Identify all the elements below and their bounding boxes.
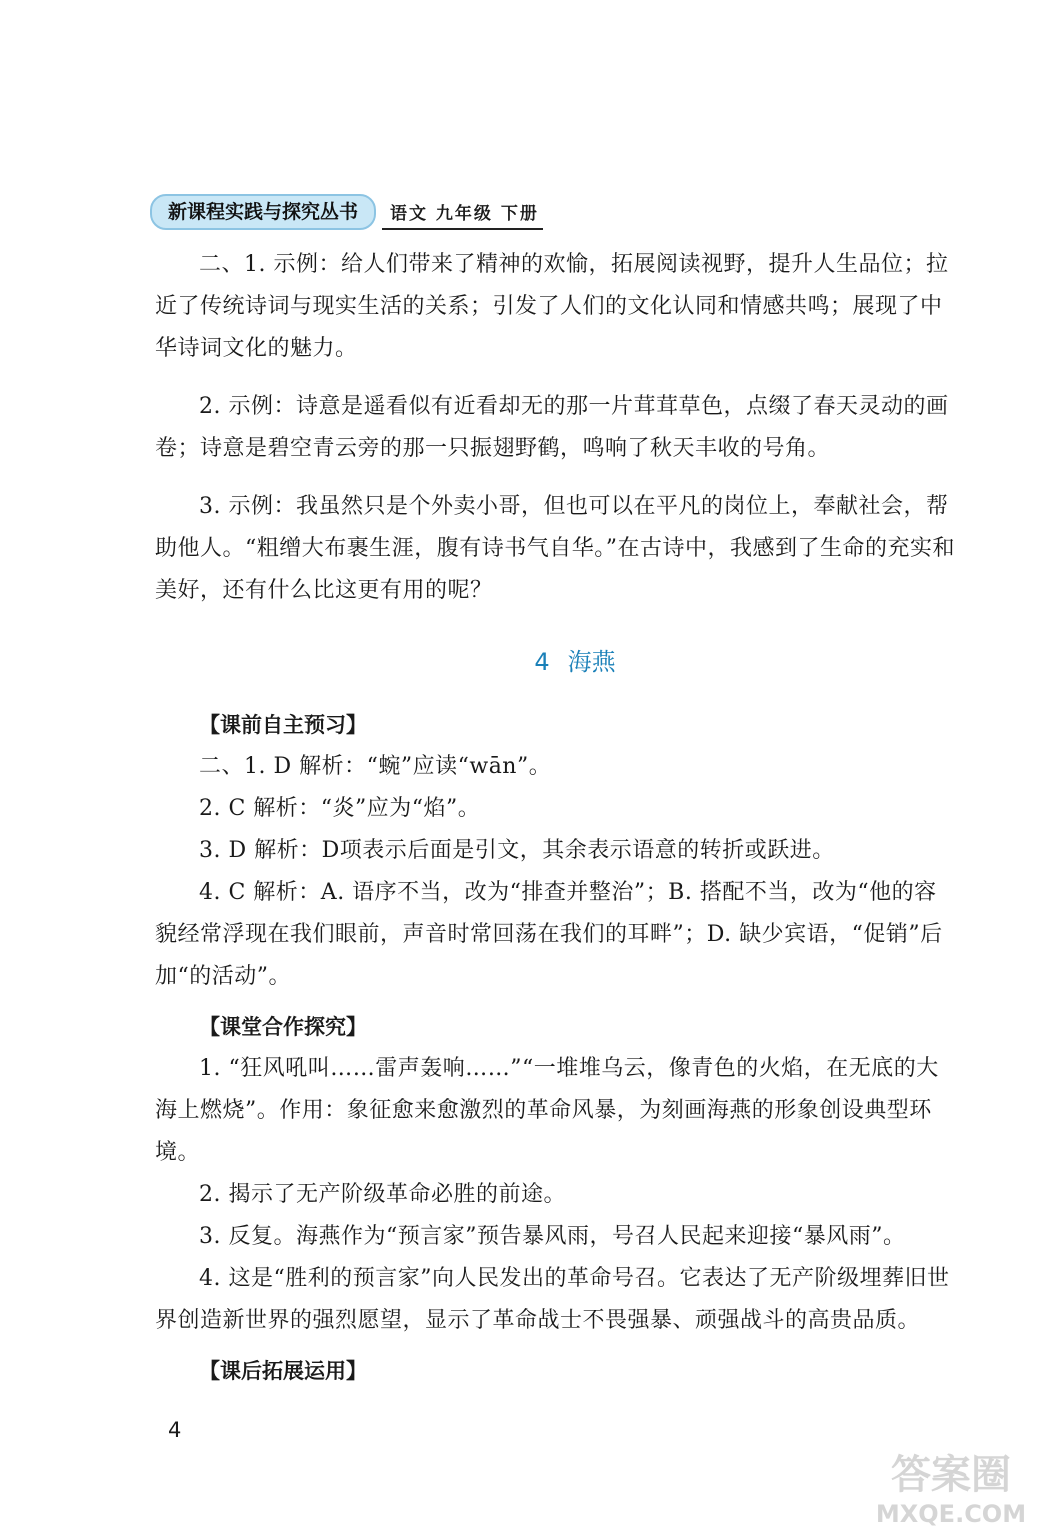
answer-paragraph: 二、1. D 解析：“蜿”应读“wān”。 <box>199 754 552 779</box>
answer-paragraph: 2. C 解析：“炎”应为“焰”。 <box>199 796 481 821</box>
explore-heading: 【课堂合作探究】 <box>199 1015 367 1039</box>
page-header <box>150 194 543 230</box>
answer-paragraph: 4. 这是“胜利的预言家”向人民发出的革命号召。它表达了无产阶级埋葬旧世界创造新世界的强烈愿望，显示了革命战士不畏强暴、顽强战斗的高贵品质。 <box>155 1266 950 1333</box>
lesson-title <box>155 640 955 696</box>
lesson-name: 海燕 <box>567 648 616 676</box>
subject-label: 语文 九年级 下册 <box>382 202 543 230</box>
answer-paragraph: 3. D 解析：D项表示后面是引文，其余表示语意的转折或跃进。 <box>199 838 835 863</box>
answer-paragraph: 二、1. 示例：给人们带来了精神的欢愉，拓展阅读视野，提升人生品位；拉近了传统诗词与现实生活的关系；引发了人们的文化认同和情感共鸣；展现了中华诗词文化的魅力。 <box>155 252 949 361</box>
svg-text:答案圈: 答案圈 <box>891 1452 1011 1498</box>
extend-heading: 【课后拓展运用】 <box>199 1359 367 1383</box>
preview-heading: 【课前自主预习】 <box>199 713 367 737</box>
watermark-logo <box>866 1440 1036 1530</box>
watermark-logo-icon <box>866 1440 1036 1530</box>
answer-paragraph: 2. 揭示了无产阶级革命必胜的前途。 <box>199 1182 566 1207</box>
page-number: 4 <box>168 1418 182 1442</box>
answer-paragraph: 3. 反复。海燕作为“预言家”预告暴风雨，号召人民起来迎接“暴风雨”。 <box>199 1224 906 1249</box>
lesson-number: 4 <box>534 648 550 676</box>
answer-paragraph: 2. 示例：诗意是遥看似有近看却无的那一片茸茸草色，点缀了春天灵动的画卷；诗意是碧空青云旁的那一只振翅野鹤，鸣响了秋天丰收的号角。 <box>155 394 949 461</box>
answer-paragraph: 4. C 解析：A. 语序不当，改为“排查并整治”；B. 搭配不当，改为“他的容貌经常浮现在我们眼前，声音时常回荡在我们的耳畔”；D. 缺少宾语，“促销”后加“的活动”。 <box>155 880 943 989</box>
svg-text:MXQE.COM: MXQE.COM <box>875 1500 1027 1528</box>
answer-paragraph: 1. “狂风吼叫……雷声轰响……”“一堆堆乌云，像青色的火焰，在无底的大海上燃烧”。作用：象征愈来愈激烈的革命风暴，为刻画海燕的形象创设典型环境。 <box>155 1056 939 1165</box>
answer-paragraph: 3. 示例：我虽然只是个外卖小哥，但也可以在平凡的岗位上，奉献社会，帮助他人。“粗缯大布裹生涯，腹有诗书气自华。”在古诗中，我感到了生命的充实和美好，还有什么比这更有用的呢？ <box>155 494 955 603</box>
page-content <box>155 244 955 1392</box>
series-badge: 新课程实践与探究丛书 <box>150 194 376 230</box>
